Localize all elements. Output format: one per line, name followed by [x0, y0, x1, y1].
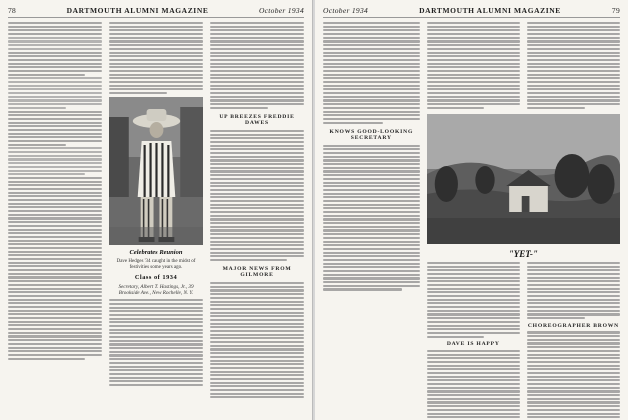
photo-caption-title: "YET-": [508, 248, 538, 259]
photo-caption-text: Dave Hedges '34 caught in the midst of festivities some years ago.: [116, 259, 196, 271]
right-page-number: 79: [611, 6, 620, 15]
text-block: [427, 22, 520, 109]
reunion-photo-image: [109, 97, 203, 245]
left-column-2: [109, 22, 203, 420]
section-heading: MAJOR NEWS FROM GILMORE: [222, 266, 292, 279]
left-page-header: [8, 6, 304, 18]
left-magazine-title: DARTMOUTH ALUMNI MAGAZINE: [66, 6, 209, 15]
text-block: [527, 262, 620, 420]
text-block: [527, 22, 620, 109]
text-block: [8, 22, 102, 360]
text-block: [210, 22, 304, 109]
text-block: [427, 262, 520, 420]
text-block: [210, 130, 304, 261]
left-column-1: [8, 22, 102, 420]
left-date: October 1934: [258, 6, 304, 15]
landscape-photo: [427, 114, 620, 244]
class-secretary: Secretary, Albert T. Hastings, Jr., 39 Brookside Ave., New Rochelle, N. Y.: [118, 284, 194, 297]
text-block: [109, 299, 203, 386]
right-date: October 1934: [323, 6, 369, 15]
text-block: [109, 22, 203, 94]
left-page-number: 78: [8, 6, 17, 15]
text-block: [323, 22, 420, 124]
photo-caption-title: Celebrates Reunion: [129, 249, 183, 257]
section-heading: CHOREOGRAPHER BROWN: [527, 322, 620, 329]
left-page: [0, 0, 313, 420]
right-columns-2-3: [427, 22, 620, 420]
right-page-header: [323, 6, 620, 18]
section-heading: KNOWS GOOD-LOOKING SECRETARY: [329, 128, 414, 141]
reunion-photo: [109, 97, 203, 245]
left-column-3: [210, 22, 304, 420]
right-page: [315, 0, 628, 420]
right-column-1: [323, 22, 420, 420]
class-heading: Class of 1934: [134, 274, 178, 282]
right-magazine-title: DARTMOUTH ALUMNI MAGAZINE: [419, 6, 561, 15]
landscape-photo-image: [427, 114, 620, 244]
text-block: [210, 282, 304, 398]
section-heading: UP BREEZES FREDDIE DAWES: [219, 113, 295, 126]
section-heading: DAVE IS HAPPY: [446, 341, 500, 348]
text-block: [323, 145, 420, 291]
